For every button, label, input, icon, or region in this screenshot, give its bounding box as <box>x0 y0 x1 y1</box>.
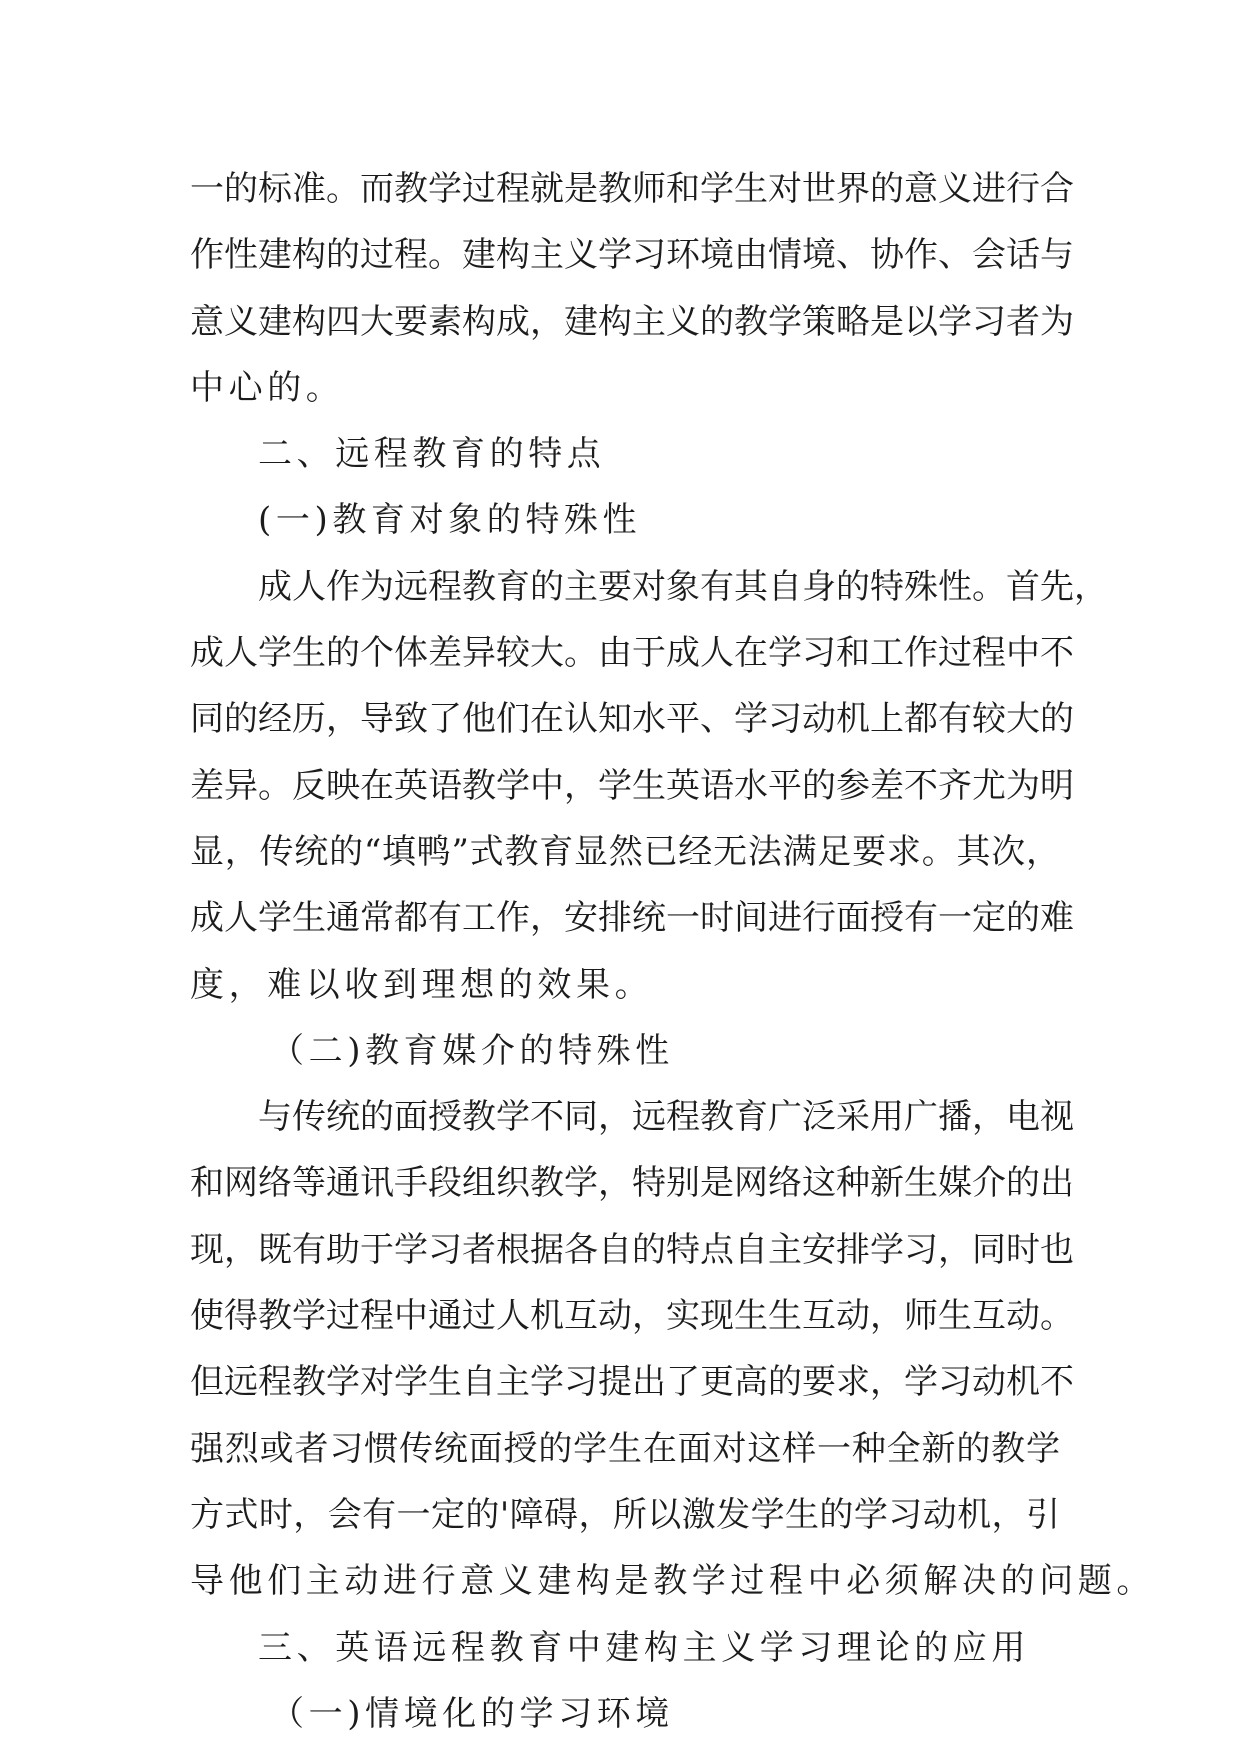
text-line: 同的经历，导致了他们在认知水平、学习动机上都有较大的 <box>190 699 1074 740</box>
text-line: 成人学生通常都有工作，安排统一时间进行面授有一定的难 <box>190 898 1074 939</box>
text-line: 中心的。 <box>190 367 345 408</box>
text-line: 导他们主动进行意义建构是教学过程中必须解决的问题。 <box>190 1561 1155 1602</box>
text-line: 但远程教学对学生自主学习提出了更高的要求，学习动机不 <box>190 1362 1074 1403</box>
text-line: 强烈或者习惯传统面授的学生在面对这样一种全新的教学 <box>190 1428 1060 1469</box>
text-line: 成人学生的个体差异较大。由于成人在学习和工作过程中不 <box>190 633 1074 674</box>
text-line: 显，传统的“填鸭”式教育显然已经无法满足要求。其次， <box>190 831 1060 872</box>
text-line: 度，难以收到理想的效果。 <box>190 964 654 1005</box>
text-line: 作性建构的过程。建构主义学习环境由情境、协作、会话与 <box>190 235 1074 276</box>
text-line: （二)教育媒介的特殊性 <box>270 1030 674 1071</box>
text-line: （一)情境化的学习环境 <box>270 1693 674 1734</box>
text-line: 方式时，会有一定的'障碍，所以激发学生的学习动机，引 <box>190 1494 1060 1535</box>
text-line: 差异。反映在英语教学中，学生英语水平的参差不齐尤为明 <box>190 765 1074 806</box>
text-line: 成人作为远程教育的主要对象有其自身的特殊性。首先， <box>258 566 1108 607</box>
text-line: 和网络等通讯手段组织教学，特别是网络这种新生媒介的出 <box>190 1163 1074 1204</box>
text-line: 意义建构四大要素构成，建构主义的教学策略是以学习者为 <box>190 301 1074 342</box>
text-line: 三、英语远程教育中建构主义学习理论的应用 <box>258 1627 1030 1668</box>
text-line: 使得教学过程中通过人机互动，实现生生互动，师生互动。 <box>190 1296 1074 1337</box>
text-line: (一)教育对象的特殊性 <box>258 500 642 541</box>
document-page <box>190 156 1155 1747</box>
text-line: 二、远程教育的特点 <box>258 434 606 475</box>
text-line: 与传统的面授教学不同，远程教育广泛采用广播，电视 <box>258 1097 1074 1138</box>
text-line: 现，既有助于学习者根据各自的特点自主安排学习，同时也 <box>190 1229 1074 1270</box>
text-line: 一的标准。而教学过程就是教师和学生对世界的意义进行合 <box>190 169 1074 209</box>
